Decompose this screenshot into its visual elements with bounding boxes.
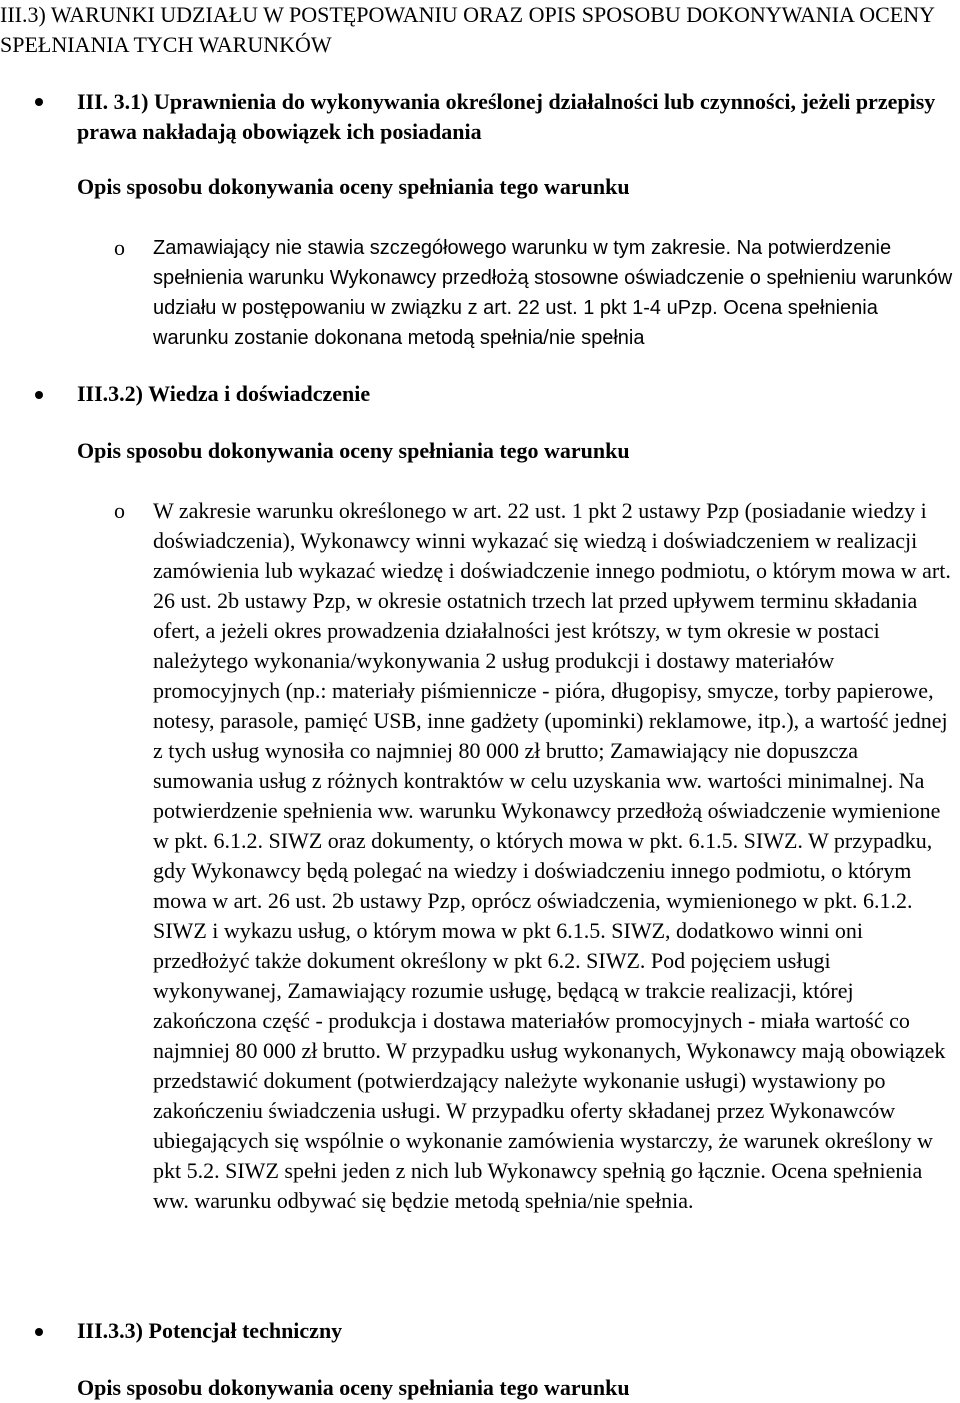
list-marker-o: o — [114, 498, 125, 523]
assessment-label: Opis sposobu dokonywania oceny spełniania tego warunku — [77, 1375, 630, 1400]
list-marker-o: o — [114, 235, 125, 260]
item-title-uprawnienia: III. 3.1) Uprawnienia do wykonywania określonej działalności lub czynności, jeżeli przepisy prawa nakładają obowiązek ich posiadania — [77, 89, 936, 144]
item-body-wiedza: W zakresie warunku określonego w art. 22 ust. 1 pkt 2 ustawy Pzp (posiadanie wiedzy i doświadczenia), Wykonawcy winni wykazać się wiedzą i doświadczeniem w realizacji zamówienia lub wykazać wiedzę i doświadczenie innego podmiotu, o którym mowa w art. 26 ust. 2b ustawy Pzp, w okresie ostatnich trzech lat przed upływem terminu składania ofert, a jeżeli okres prowadzenia działalności jest krótszy, w tym okresie w postaci należytego wykonania/wykonywania 2 usług produkcji i dostawy materiałów promocyjnych (np.: materiały piśmiennicze - pióra, długopisy, smycze, torby papierowe, notesy, parasole, pamięć USB, inne gadżety (upominki) reklamowe, itp.), a wartość jednej z tych usług wynosiła co najmniej 80 000 zł brutto; Zamawiający nie dopuszcza sumowania usług z różnych kontraktów w celu uzyskania ww. wartości minimalnej. Na potwierdzenie spełnienia ww. warunku Wykonawcy przedłożą oświadczenie wymienione w pkt. 6.1.2. SIWZ oraz dokumenty, o których mowa w pkt. 6.1.5. SIWZ. W przypadku, gdy Wykonawcy będą polegać na wiedzy i doświadczeniu innego podmiotu, o którym mowa w art. 26 ust. 2b ustawy Pzp, oprócz oświadczenia, wymienionego w pkt. 6.1.2. SIWZ i wykazu usług, o którym mowa w pkt 6.1.5. SIWZ, dodatkowo winni oni przedłożyć także dokument określony w pkt 6.2. SIWZ. Pod pojęciem usługi wykonywanej, Zamawiający rozumie usługę, będącą w trakcie realizacji, której zakończona część - produkcja i dostawa materiałów promocyjnych - miała wartość co najmniej 80 000 zł brutto. W przypadku usług wykonanych, Wykonawcy mają obowiązek przedstawić dokument (potwierdzający należyte wykonanie usługi) wystawiony po zakończeniu świadczenia usługi. W przypadku oferty składanej przez Wykonawców ubiegających się wspólnie o wykonanie zamówienia wystarczy, że warunek określony w pkt 5.2. SIWZ spełni jeden z nich lub Wykonawcy spełnią go łącznie. Ocena spełnienia ww. warunku odbywać się będzie metodą spełnia/nie spełnia. — [153, 498, 951, 1213]
item-body-uprawnienia: Zamawiający nie stawia szczegółowego warunku w tym zakresie. Na potwierdzenie spełnienia warunku Wykonawcy przedłożą stosowne oświadczenie o spełnieniu warunków udziału w postępowaniu w związku z art. 22 ust. 1 pkt 1-4 uPzp. Ocena spełnienia warunku zostanie dokonana metodą spełnia/nie spełnia — [153, 237, 953, 349]
bullet-icon — [35, 1328, 43, 1336]
item-title-potencjal: III.3.3) Potencjał techniczny — [77, 1318, 343, 1343]
item-title-wiedza: III.3.2) Wiedza i doświadczenie — [77, 381, 371, 406]
bullet-icon — [35, 391, 43, 399]
assessment-label: Opis sposobu dokonywania oceny spełniania tego warunku — [77, 438, 630, 463]
assessment-label: Opis sposobu dokonywania oceny spełniania tego warunku — [77, 174, 630, 199]
section-heading: III.3) WARUNKI UDZIAŁU W POSTĘPOWANIU ORAZ OPIS SPOSOBU DOKONYWANIA OCENY SPEŁNIANIA TYCH WARUNKÓW — [0, 2, 935, 57]
bullet-icon — [35, 98, 43, 106]
